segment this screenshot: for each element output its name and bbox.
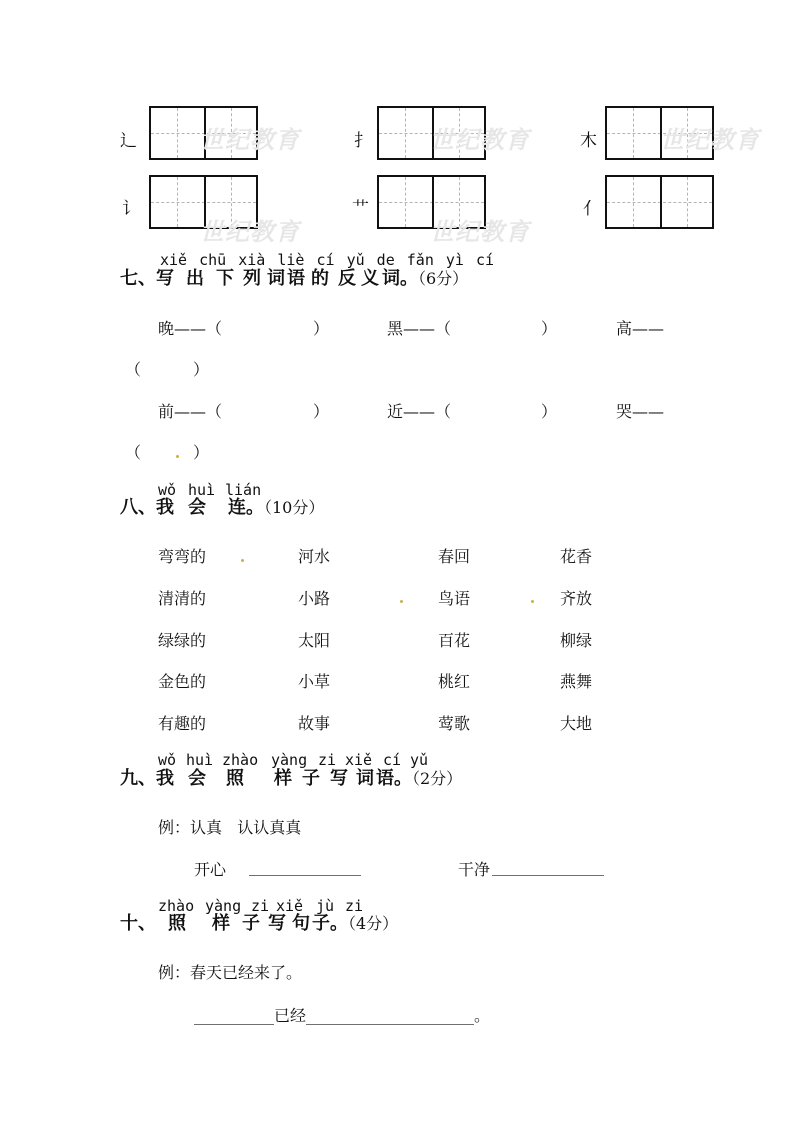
- section-pinyin: wǒ: [158, 481, 177, 499]
- scan-speck: [241, 559, 244, 562]
- match-word-right[interactable]: 小路: [298, 589, 331, 608]
- section-number: 九、: [120, 768, 156, 789]
- watermark: 世纪教育: [430, 218, 530, 246]
- example-line: 例：春天已经来了。: [158, 963, 303, 982]
- section-title: 七、写 出 下 列 词 语 的 反 义 词。（6分）: [120, 268, 469, 289]
- sentence-end: 。: [474, 1006, 491, 1025]
- section-number: 七、: [120, 268, 156, 289]
- antonym-blank-open[interactable]: （: [125, 443, 142, 462]
- word-prompt: 开心: [194, 860, 227, 879]
- match-phrase-left[interactable]: 桃红: [438, 672, 471, 691]
- match-phrase-left[interactable]: 鸟语: [438, 589, 471, 608]
- match-word-right[interactable]: 太阳: [298, 631, 331, 650]
- match-phrase-right[interactable]: 齐放: [560, 589, 593, 608]
- match-phrase-left[interactable]: 莺歌: [438, 714, 471, 733]
- watermark: 世纪教育: [430, 126, 530, 154]
- radical-label: 木: [580, 131, 597, 151]
- section-number: 八、: [120, 497, 156, 518]
- section-number: 十、: [120, 913, 156, 934]
- scan-speck: [531, 600, 534, 603]
- antonym-blank-end[interactable]: ）: [541, 319, 558, 338]
- section-pinyin: cí: [383, 751, 402, 769]
- section-pinyin: huì: [188, 481, 216, 499]
- section-pinyin: yàng: [205, 897, 242, 915]
- match-word-right[interactable]: 河水: [298, 547, 331, 566]
- match-word-left[interactable]: 清清的: [158, 589, 207, 608]
- antonym-blank-end[interactable]: ）: [193, 443, 210, 462]
- antonym-prompt: 哭——: [616, 402, 665, 421]
- section-pinyin: xiě: [345, 751, 373, 769]
- section-points: （4分）: [348, 914, 399, 933]
- antonym-blank-end[interactable]: ）: [193, 360, 210, 379]
- match-phrase-right[interactable]: 大地: [560, 714, 593, 733]
- radical-label: 艹: [352, 199, 369, 219]
- section-points: （10分）: [264, 498, 325, 517]
- section-pinyin: huì: [186, 751, 214, 769]
- section-title: 八、我 会 连。（10分）: [120, 497, 325, 518]
- answer-blank[interactable]: __________: [194, 1006, 274, 1025]
- writing-box[interactable]: [605, 175, 714, 229]
- match-word-left[interactable]: 弯弯的: [158, 547, 207, 566]
- section-points: （6分）: [418, 269, 469, 288]
- section-title: 九、我 会 照 样 子 写 词 语。（2分）: [120, 768, 463, 789]
- section-pinyin: zi: [345, 897, 364, 915]
- match-phrase-right[interactable]: 花香: [560, 547, 593, 566]
- section-pinyin: yǔ: [410, 751, 429, 769]
- antonym-prompt: 近——（: [387, 402, 452, 421]
- match-word-left[interactable]: 有趣的: [158, 714, 207, 733]
- radical-label: 辶: [120, 131, 137, 151]
- radical-label: 亻: [583, 199, 600, 219]
- match-word-left[interactable]: 绿绿的: [158, 631, 207, 650]
- radical-label: 讠: [122, 199, 139, 219]
- section-pinyin: zhào: [158, 897, 195, 915]
- antonym-prompt: 晚——（: [158, 319, 223, 338]
- watermark: 世纪教育: [660, 126, 760, 154]
- section-pinyin: lián: [225, 481, 262, 499]
- section-pinyin: zi: [251, 897, 270, 915]
- antonym-prompt: 高——: [616, 319, 665, 338]
- example-line: 例：认真 认认真真: [158, 818, 302, 837]
- radical-label: 扌: [354, 131, 371, 151]
- watermark: 世纪教育: [200, 218, 300, 246]
- match-word-right[interactable]: 小草: [298, 672, 331, 691]
- antonym-prompt: 前——（: [158, 402, 223, 421]
- section-pinyin: zhào: [222, 751, 259, 769]
- section-pinyin: wǒ: [158, 751, 177, 769]
- section-points: （2分）: [412, 769, 463, 788]
- match-word-left[interactable]: 金色的: [158, 672, 207, 691]
- answer-blank[interactable]: _____________________: [306, 1006, 475, 1025]
- word-prompt: 干净: [458, 860, 491, 879]
- match-phrase-right[interactable]: 燕舞: [560, 672, 593, 691]
- antonym-prompt: 黑——（: [387, 319, 452, 338]
- section-pinyin: zi: [318, 751, 337, 769]
- sentence-line: [194, 1003, 490, 1026]
- section-pinyin: jù: [316, 897, 335, 915]
- sentence-middle: 已经: [274, 1006, 307, 1025]
- match-phrase-left[interactable]: 春回: [438, 547, 471, 566]
- match-phrase-left[interactable]: 百花: [438, 631, 471, 650]
- antonym-blank-end[interactable]: ）: [541, 402, 558, 421]
- section-pinyin: yàng: [271, 751, 308, 769]
- match-phrase-right[interactable]: 柳绿: [560, 631, 593, 650]
- section-pinyin: xiě: [276, 897, 304, 915]
- watermark: 世纪教育: [200, 126, 300, 154]
- answer-blank[interactable]: ______________: [492, 857, 604, 876]
- antonym-blank-end[interactable]: ）: [313, 319, 330, 338]
- section-title: 十、 照 样 子 写 句 子。（4分）: [120, 913, 399, 934]
- antonym-blank-end[interactable]: ）: [313, 402, 330, 421]
- scan-speck: [400, 600, 403, 603]
- scan-speck: [176, 455, 179, 458]
- section-pinyin: xiě chū xià liè cí yǔ de fǎn yì cí: [160, 251, 495, 269]
- match-word-right[interactable]: 故事: [298, 714, 331, 733]
- answer-blank[interactable]: ______________: [249, 857, 361, 876]
- antonym-blank-open[interactable]: （: [125, 360, 142, 379]
